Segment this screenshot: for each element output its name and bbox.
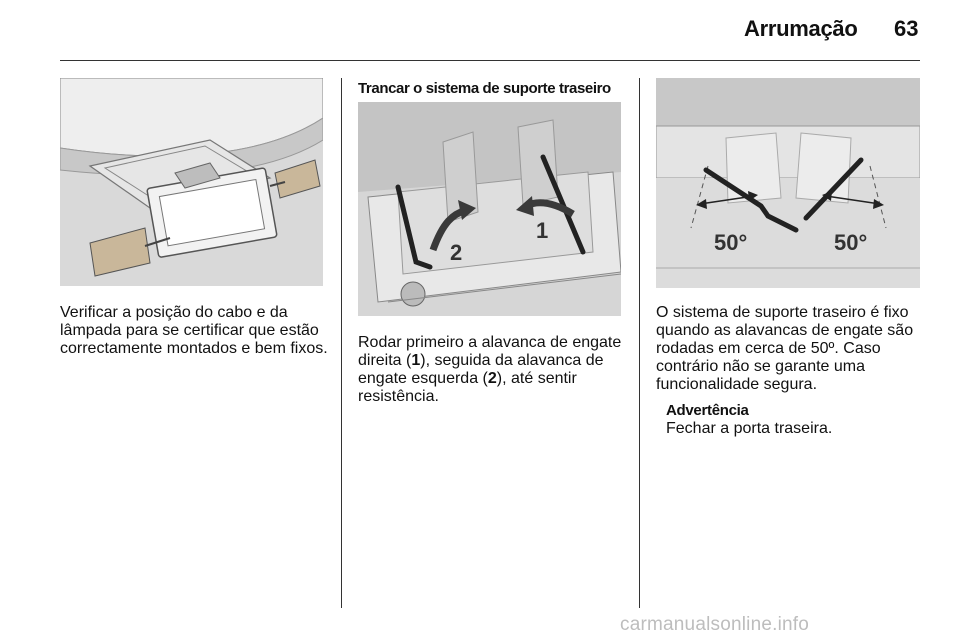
col1-line: Verificar a posição do cabo e da bbox=[60, 304, 288, 321]
col3-line: O sistema de suporte traseiro é fixo bbox=[656, 304, 909, 321]
section-title: Trancar o sistema de suporte traseiro bbox=[358, 80, 611, 97]
col2-line: Rodar primeiro a alavanca de engate bbox=[358, 334, 622, 351]
figure-lever-angles bbox=[656, 78, 920, 288]
col1-paragraph bbox=[60, 304, 328, 358]
col3-line: rodadas em cerca de 50º. Caso bbox=[656, 340, 881, 357]
col2-line: resistência. bbox=[358, 388, 439, 405]
col3-line: contrário não se garante uma bbox=[656, 358, 866, 375]
figure-label-1: 1 bbox=[536, 218, 549, 243]
watermark: carmanualsonline.info bbox=[620, 614, 810, 635]
col3-paragraph bbox=[656, 304, 913, 394]
col3-line: funcionalidade segura. bbox=[656, 376, 818, 393]
col2-line: direita (1), seguida da alavanca de bbox=[358, 352, 604, 369]
angle-label-left: 50° bbox=[714, 230, 748, 255]
col1-line: lâmpada para se certificar que estão bbox=[60, 322, 319, 339]
warning-text: Fechar a porta traseira. bbox=[666, 420, 833, 437]
figure-label-2: 2 bbox=[450, 240, 463, 265]
column-divider-1 bbox=[341, 78, 342, 608]
warning-title: Advertência bbox=[666, 402, 749, 419]
header-rule bbox=[60, 60, 920, 61]
col2-line: engate esquerda (2), até sentir bbox=[358, 370, 577, 387]
column-divider-2 bbox=[639, 78, 640, 608]
figure-locking-levers bbox=[358, 102, 621, 316]
angle-label-right: 50° bbox=[834, 230, 868, 255]
col2-paragraph bbox=[358, 334, 621, 406]
figure-bumper-lamp bbox=[60, 78, 323, 286]
page-header bbox=[0, 0, 960, 62]
col1-line: correctamente montados e bem fixos. bbox=[60, 340, 328, 357]
page-number: 63 bbox=[894, 16, 919, 41]
page-title: Arrumação bbox=[744, 16, 858, 41]
col3-line: quando as alavancas de engate são bbox=[656, 322, 914, 339]
